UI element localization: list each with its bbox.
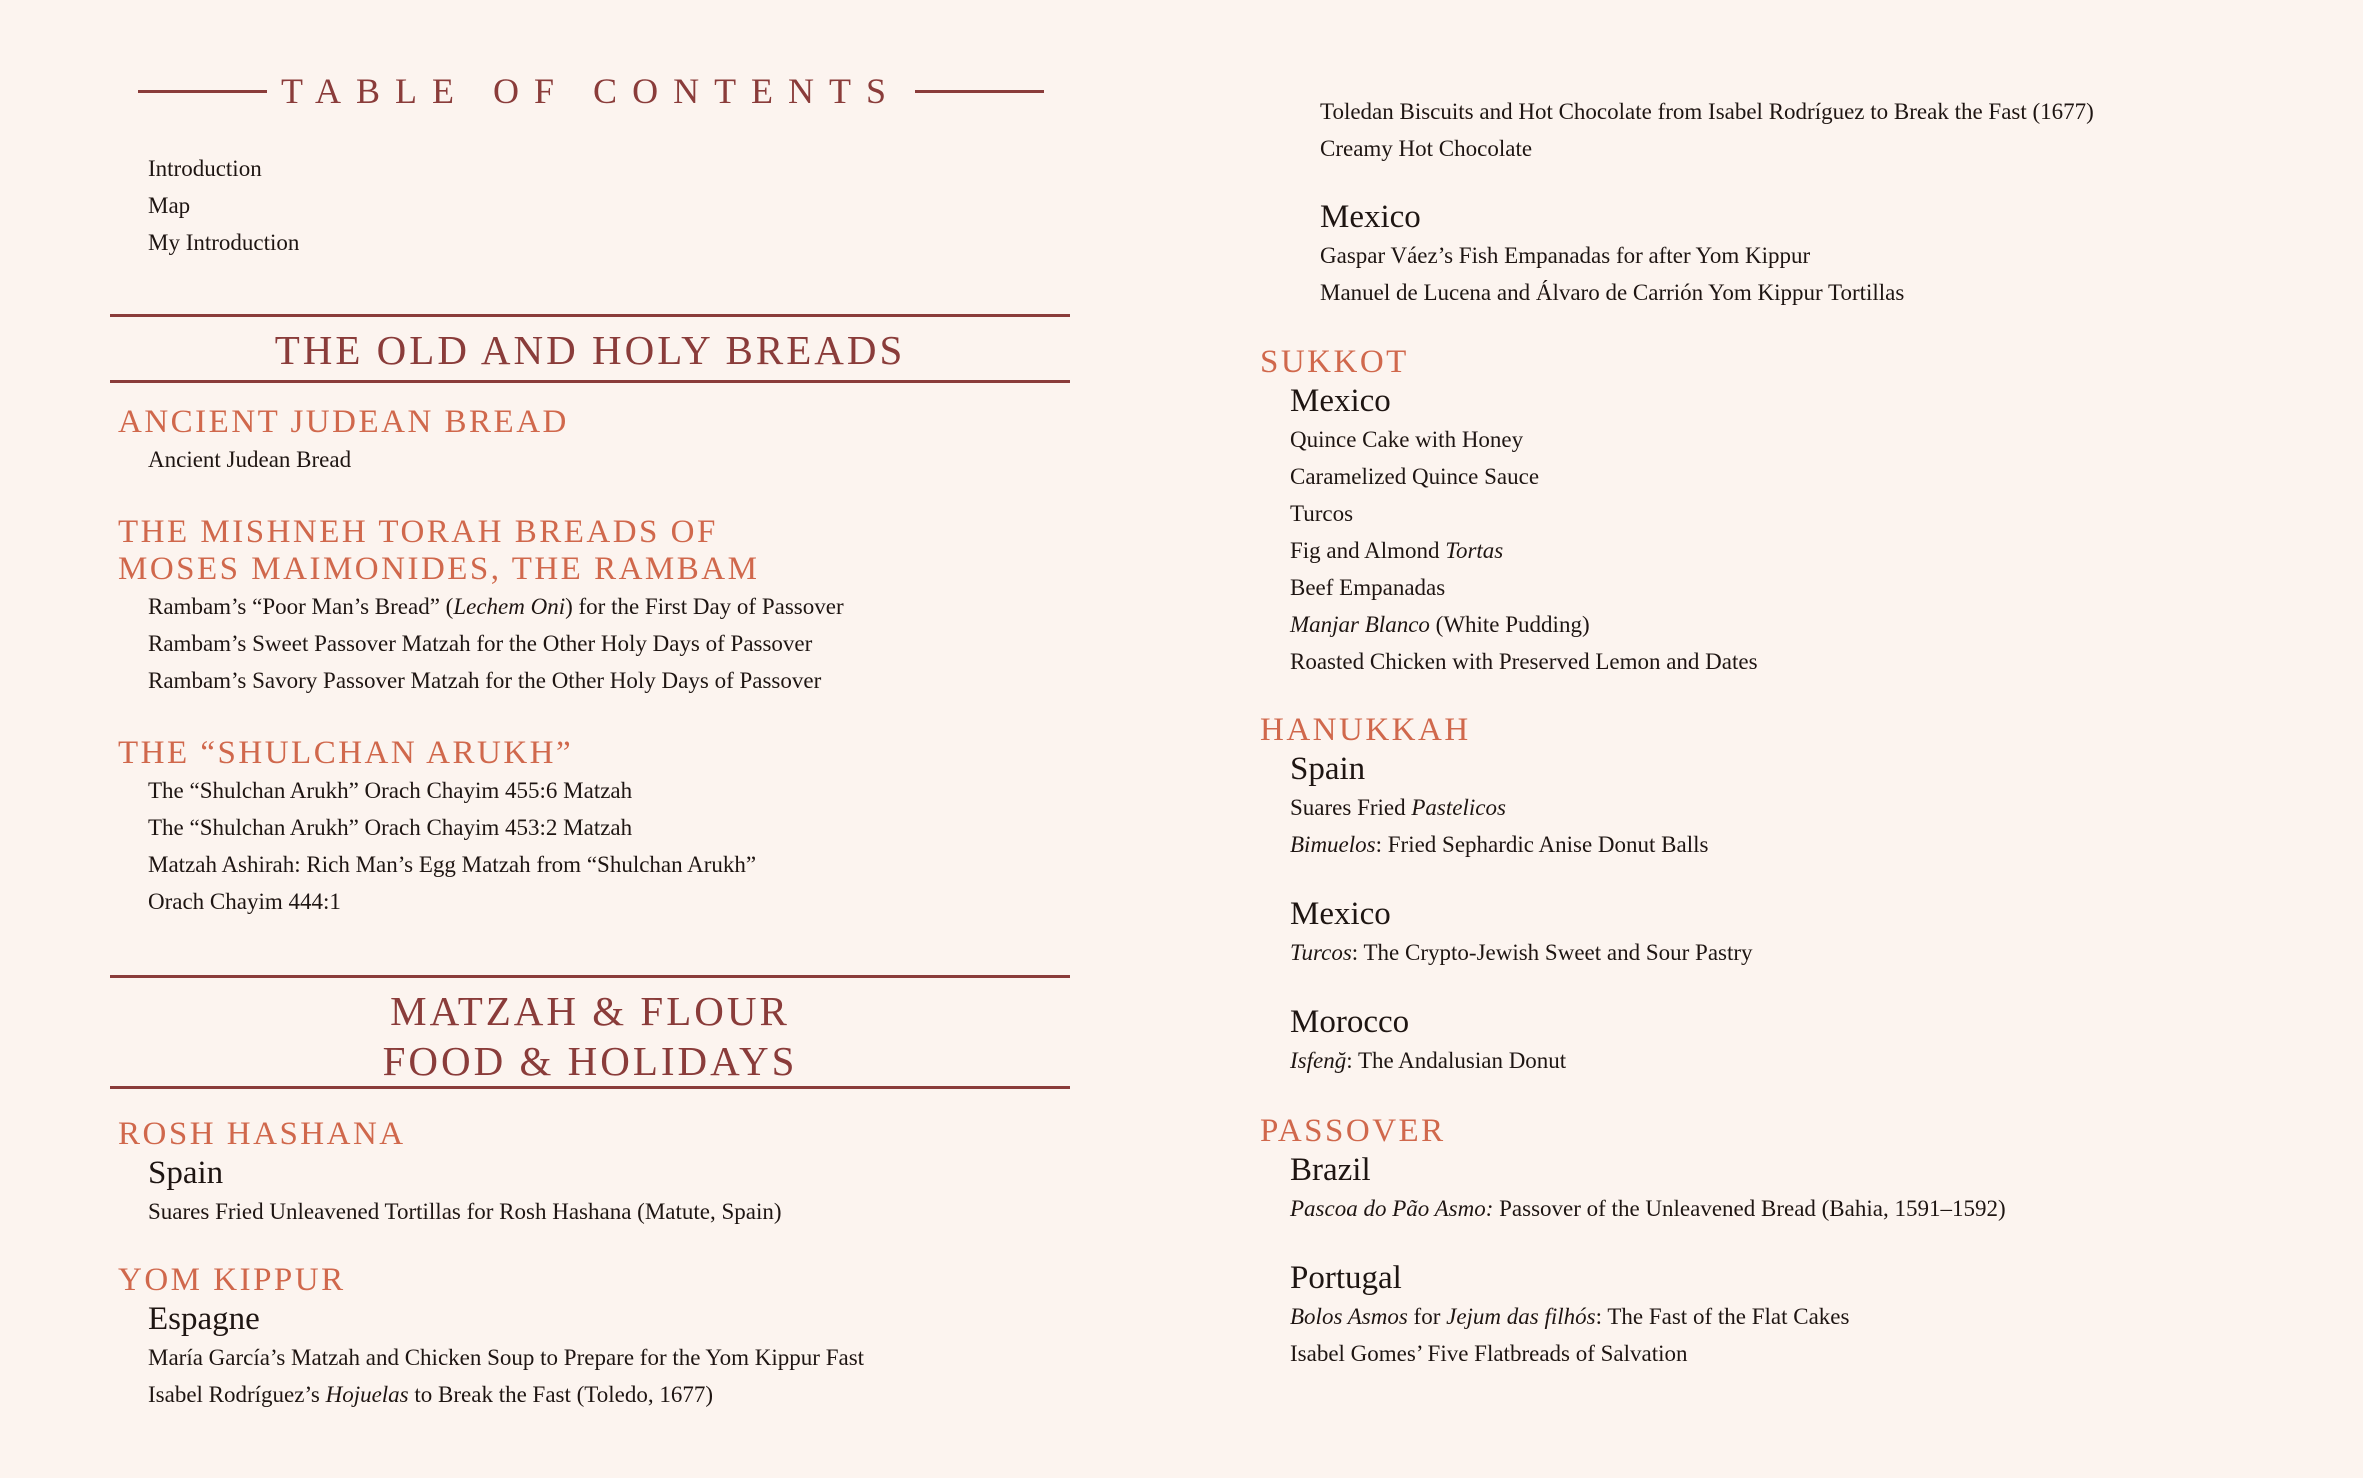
region-heading: Espagne [148, 1301, 260, 1337]
toc-heading [138, 68, 1044, 114]
toc-rule-left [138, 90, 267, 93]
toc-entry-bimuelos[interactable]: Bimuelos: Fried Sephardic Anise Donut Balls [1290, 832, 1709, 857]
toc-entry-map[interactable]: Map [148, 193, 191, 218]
section-title: YOM KIPPUR [118, 1262, 346, 1298]
toc-entry[interactable]: Gaspar Váez’s Fish Empanadas for after Yom Kippur [1320, 243, 1811, 268]
region-heading: Spain [1290, 751, 1366, 787]
toc-entry[interactable]: Rambam’s Savory Passover Matzah for the Other Holy Days of Passover [148, 668, 822, 693]
section-yom-kippur-mexico [1290, 197, 1904, 311]
region-heading: Brazil [1290, 1152, 1371, 1188]
toc-entry[interactable]: Roasted Chicken with Preserved Lemon and Dates [1290, 649, 1758, 674]
section-title: SUKKOT [1260, 344, 1409, 380]
part-heading-line1: MATZAH & FLOUR [390, 988, 790, 1034]
region-heading: Spain [148, 1155, 224, 1191]
toc-entry[interactable]: Matzah Ashirah: Rich Man’s Egg Matzah from “Shulchan Arukh” [148, 852, 757, 877]
toc-entry[interactable]: María García’s Matzah and Chicken Soup to Prepare for the Yom Kippur Fast [148, 1345, 865, 1370]
region-heading: Morocco [1290, 1004, 1410, 1040]
section-yom-kippur [118, 1262, 864, 1413]
section-hanukkah [1260, 712, 1753, 1079]
section-title: ANCIENT JUDEAN BREAD [118, 404, 569, 440]
toc-entry-introduction[interactable]: Introduction [148, 156, 262, 181]
toc-entry-turcos[interactable]: Turcos: The Crypto-Jewish Sweet and Sour Pastry [1290, 940, 1753, 965]
toc-title: TABLE OF CONTENTS [280, 71, 902, 111]
part-heading-matzah-flour [110, 975, 1070, 1089]
toc-entry[interactable]: Caramelized Quince Sauce [1290, 464, 1540, 489]
toc-entry-my-introduction[interactable]: My Introduction [148, 230, 300, 255]
toc-entry-pastelicos[interactable]: Suares Fried Pastelicos [1290, 795, 1506, 820]
toc-entry[interactable]: Toledan Biscuits and Hot Chocolate from Isabel Rodríguez to Break the Fast (1677) [1320, 99, 2094, 124]
toc-entry[interactable]: Ancient Judean Bread [148, 447, 352, 472]
section-title: PASSOVER [1260, 1113, 1446, 1149]
toc-entry-hojuelas[interactable]: Isabel Rodríguez’s Hojuelas to Break the Fast (Toledo, 1677) [148, 1382, 713, 1407]
toc-entry-poor-mans-bread[interactable]: Rambam’s “Poor Man’s Bread” (Lechem Oni) for the First Day of Passover [148, 594, 844, 619]
toc-entry[interactable]: Turcos [1290, 501, 1354, 526]
toc-entry[interactable]: Rambam’s Sweet Passover Matzah for the Other Holy Days of Passover [148, 631, 813, 656]
toc-entry-bolos-asmos[interactable]: Bolos Asmos for Jejum das filhós: The Fast of the Flat Cakes [1290, 1304, 1850, 1329]
toc-entry-fig-almond[interactable]: Fig and Almond Tortas [1290, 538, 1504, 563]
toc-entry-manjar-blanco[interactable]: Manjar Blanco (White Pudding) [1290, 612, 1590, 637]
toc-entry[interactable]: The “Shulchan Arukh” Orach Chayim 455:6 Matzah [148, 778, 633, 803]
toc-entry[interactable]: Isabel Gomes’ Five Flatbreads of Salvation [1290, 1341, 1688, 1366]
part-heading-old-holy-breads: THE OLD AND HOLY BREADS [110, 314, 1070, 383]
section-title-line1: THE MISHNEH TORAH BREADS OF [118, 514, 718, 550]
toc-entry-pascoa[interactable]: Pascoa do Pão Asmo: Passover of the Unleavened Bread (Bahia, 1591–1592) [1290, 1196, 2006, 1221]
toc-entry[interactable]: Creamy Hot Chocolate [1320, 136, 1533, 161]
section-yom-kippur-continued [1290, 93, 2094, 167]
section-sukkot [1260, 344, 1758, 680]
region-heading: Mexico [1290, 896, 1391, 932]
toc-entry[interactable]: Beef Empanadas [1290, 575, 1446, 600]
toc-rule-right [915, 90, 1044, 93]
toc-entry[interactable]: Quince Cake with Honey [1290, 427, 1524, 452]
region-heading: Mexico [1290, 383, 1391, 419]
section-shulchan-arukh [118, 735, 756, 920]
section-ancient-judean-bread [118, 404, 569, 478]
section-title-line2: MOSES MAIMONIDES, THE RAMBAM [118, 551, 760, 587]
section-title: HANUKKAH [1260, 712, 1471, 748]
section-mishneh-torah [118, 514, 844, 699]
toc-entry[interactable]: The “Shulchan Arukh” Orach Chayim 453:2 Matzah [148, 815, 633, 840]
section-rosh-hashana [118, 1116, 782, 1230]
toc-entry-isfeng[interactable]: Isfenğ: The Andalusian Donut [1290, 1048, 1567, 1073]
region-heading: Mexico [1320, 199, 1421, 235]
toc-entry[interactable]: Suares Fried Unleavened Tortillas for Rosh Hashana (Matute, Spain) [148, 1199, 782, 1224]
section-passover [1260, 1113, 2006, 1372]
front-matter-list [148, 150, 299, 261]
toc-entry[interactable]: Manuel de Lucena and Álvaro de Carrión Yom Kippur Tortillas [1320, 280, 1905, 305]
region-heading: Portugal [1290, 1260, 1402, 1296]
part-heading-line2: FOOD & HOLIDAYS [382, 1038, 798, 1084]
toc-entry[interactable]: Orach Chayim 444:1 [148, 889, 341, 914]
section-title: THE “SHULCHAN ARUKH” [118, 735, 574, 771]
section-title: ROSH HASHANA [118, 1116, 406, 1152]
